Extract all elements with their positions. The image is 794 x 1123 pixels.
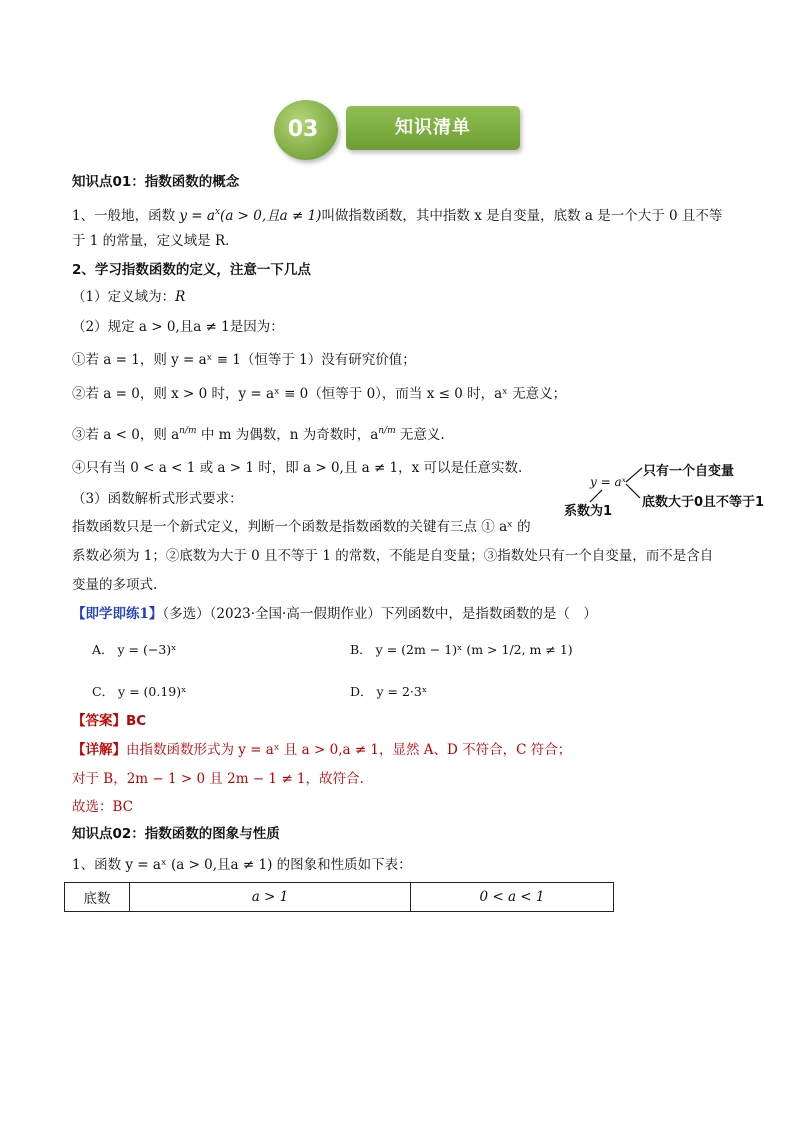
kp1-case-3-fraction-2: n/m xyxy=(378,426,396,436)
kp2-intro: 1、函数 y = aˣ (a > 0,且a ≠ 1) 的图象和性质如下表： xyxy=(72,857,412,873)
kp1-point-2: 2、学习指数函数的定义，注意一下几点 xyxy=(72,262,311,278)
properties-table xyxy=(64,882,614,912)
table-header-cell: a > 1 xyxy=(130,883,411,912)
kp1-case-3 xyxy=(72,421,445,445)
section-number: 03 xyxy=(287,117,319,142)
kp1-case-2: ②若 a = 0，则 x > 0 时，y = aˣ ≡ 0（恒等于 0），而当 x ≤ 0 时，aˣ 无意义； xyxy=(72,386,567,402)
kp1-p1-text-a: 1、一般地，函数 xyxy=(72,208,180,224)
kp1-title: 知识点01：指数函数的概念 xyxy=(72,174,240,190)
kp1-case-3-text-c: 无意义. xyxy=(395,427,445,443)
option-c: C． y = (0.19)ˣ xyxy=(92,684,187,699)
diagram-top-label: 只有一个自变量 xyxy=(643,464,735,479)
answer-line xyxy=(72,711,146,731)
detail-line-3: 故选：BC xyxy=(72,799,134,815)
detail-line-2: 对于 B，2m − 1 > 0 且 2m − 1 ≠ 1，故符合. xyxy=(72,771,364,787)
kp1-definition-line-2: 系数必须为 1；②底数为大于 0 且不等于 1 的常数，不能是自变量；③指数处只有一个自变量，而不是含自 xyxy=(72,548,714,564)
option-b: B． y = (2m − 1)ˣ (m > 1/2, m ≠ 1) xyxy=(350,642,573,657)
detail-text-1: 由指数函数形式为 y = aˣ 且 a > 0,a ≠ 1，显然 A、D 不符合，C 符合； xyxy=(126,742,572,758)
kp1-definition-line-1: 指数函数只是一个新式定义，判断一个函数是指数函数的关键有三点 ① aˣ 的 xyxy=(72,519,531,535)
diagram-center: y = aˣ xyxy=(590,475,626,489)
table-header-row xyxy=(65,883,614,912)
diagram-line-top xyxy=(626,468,642,482)
kp1-sub-2: （2）规定 a > 0,且a ≠ 1是因为： xyxy=(72,319,284,335)
kp1-p1-formula: y = a xyxy=(179,208,215,224)
kp1-definition-line-3: 变量的多项式. xyxy=(72,577,158,593)
kp1-p1-text-b: 叫做指数函数，其中指数 x 是自变量，底数 a 是一个大于 0 且不等 xyxy=(321,208,723,224)
section-title: 知识清单 xyxy=(395,117,471,138)
kp1-p1-condition: (a > 0,且a ≠ 1) xyxy=(220,208,322,224)
detail-tag: 【详解】 xyxy=(72,742,126,758)
exercise-text: （多选）（2023·全国·高一假期作业）下列函数中，是指数函数的是（ ） xyxy=(162,606,597,622)
exercise-tag: 【即学即练1】 xyxy=(72,606,163,622)
kp1-case-1: ①若 a = 1，则 y = aˣ ≡ 1（恒等于 1）没有研究价值； xyxy=(72,352,416,368)
kp1-case-3-fraction-1: n/m xyxy=(179,426,197,436)
kp1-p1-exponent: x xyxy=(214,207,221,217)
option-d: D． y = 2·3ˣ xyxy=(350,684,428,699)
kp1-sub-1 xyxy=(72,287,185,307)
option-a: A． y = (−3)ˣ xyxy=(92,642,177,657)
answer-value: BC xyxy=(126,713,147,729)
kp1-sub-1-label: （1）定义域为： xyxy=(72,289,176,305)
kp1-sub-3: （3）函数解析式形式要求： xyxy=(72,491,243,507)
exercise-question xyxy=(72,604,597,624)
kp1-case-4: ④只有当 0 < a < 1 或 a > 1 时，即 a > 0,且 a ≠ 1，x 可以是任意实数. xyxy=(72,460,523,476)
answer-tag: 【答案】 xyxy=(72,713,126,729)
kp1-sub-1-domain: R xyxy=(175,289,186,305)
kp2-title: 知识点02：指数函数的图象与性质 xyxy=(72,826,280,842)
table-header-cell: 底数 xyxy=(65,883,130,912)
detail-line-1 xyxy=(72,740,571,760)
kp1-case-3-text-a: ③若 a < 0，则 a xyxy=(72,427,180,443)
diagram-line-right xyxy=(626,484,640,498)
kp1-paragraph-1-cont: 于 1 的常量，定义域是 R． xyxy=(72,233,239,249)
diagram-right-label: 底数大于0且不等于1 xyxy=(642,495,765,510)
kp1-case-3-text-b: 中 m 为偶数，n 为奇数时，a xyxy=(196,427,379,443)
table-header-cell: 0 < a < 1 xyxy=(411,883,614,912)
diagram-bottom-label: 系数为1 xyxy=(564,504,613,519)
kp1-paragraph-1 xyxy=(72,202,722,226)
